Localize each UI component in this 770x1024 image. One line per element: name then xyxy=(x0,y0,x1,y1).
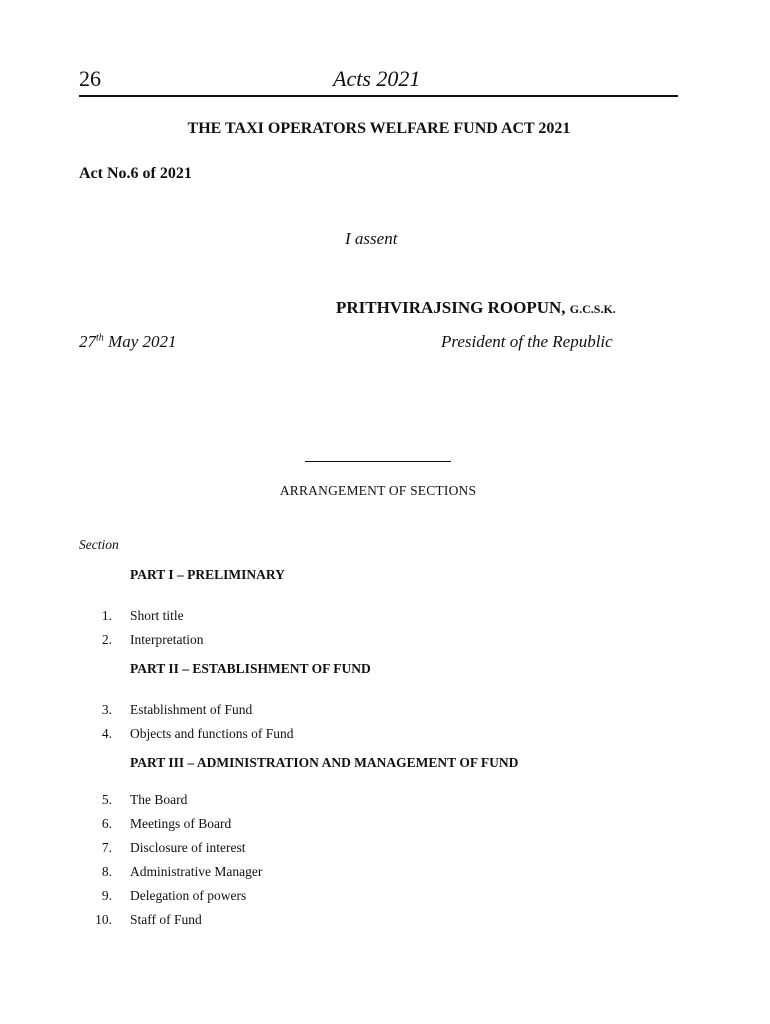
arrangement-heading: ARRANGEMENT OF SECTIONS xyxy=(279,483,477,498)
section-number: 8. xyxy=(101,864,112,879)
section-number: 2. xyxy=(101,632,112,647)
signatory-name: PRITHVIRAJSING ROOPUN, xyxy=(336,298,566,317)
signatory xyxy=(336,298,616,318)
date-suffix: th xyxy=(96,332,104,344)
date-rest: May 2021 xyxy=(103,332,177,351)
header-rule xyxy=(79,95,678,97)
section-number: 4. xyxy=(101,726,112,741)
running-title: Acts 2021 xyxy=(333,66,421,91)
section-title: Staff of Fund xyxy=(130,912,202,927)
section-number: 5. xyxy=(101,792,112,807)
section-title: Meetings of Board xyxy=(130,816,232,831)
assent-text: I assent xyxy=(345,229,398,248)
section-title: Objects and functions of Fund xyxy=(130,726,294,741)
date-day: 27 xyxy=(79,332,96,351)
separator-rule xyxy=(305,461,451,462)
section-number: 6. xyxy=(101,816,112,831)
assent-date xyxy=(79,332,177,352)
page-number: 26 xyxy=(79,66,101,91)
act-number: Act No.6 of 2021 xyxy=(79,165,192,182)
section-title: The Board xyxy=(130,792,188,807)
signatory-office: President of the Republic xyxy=(441,332,613,351)
section-number: 10. xyxy=(95,912,112,927)
section-title: Interpretation xyxy=(130,632,204,647)
section-number: 7. xyxy=(101,840,112,855)
section-number: 1. xyxy=(101,608,112,623)
signatory-honours: G.C.S.K. xyxy=(569,302,616,316)
section-title: Short title xyxy=(130,608,184,623)
section-label: Section xyxy=(79,537,119,552)
act-title: THE TAXI OPERATORS WELFARE FUND ACT 2021 xyxy=(187,120,571,137)
section-title: Administrative Manager xyxy=(130,864,263,879)
section-title: Delegation of powers xyxy=(130,888,247,903)
section-number: 9. xyxy=(101,888,112,903)
part-heading: PART II – ESTABLISHMENT OF FUND xyxy=(130,661,371,676)
part-heading: PART I – PRELIMINARY xyxy=(130,567,285,582)
section-number: 3. xyxy=(101,702,112,717)
part-heading: PART III – ADMINISTRATION AND MANAGEMENT OF FUND xyxy=(130,755,519,770)
section-title: Establishment of Fund xyxy=(130,702,253,717)
section-title: Disclosure of interest xyxy=(130,840,246,855)
